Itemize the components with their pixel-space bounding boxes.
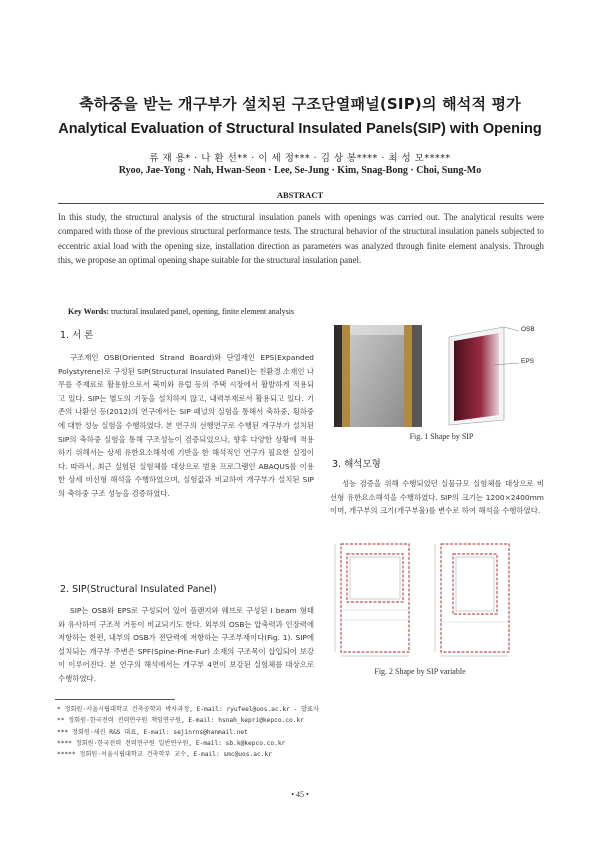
- abstract-text: In this study, the structural analysis of the structural insulation panels with openings was carried out. The analytical results were compared with those of the previous structural performance tests. The structural behavior of the structural insulation panels subjected to eccentric axial load with the opening size, installation direction as parameters was analyzed through finite element analysis. Through this, we propose an optimal opening shape suitable for the structural insulation panel.: [58, 212, 544, 265]
- section-1-title: 1. 서 론: [60, 330, 94, 341]
- footnote-3: *** 정회원·세진 R&S 대표, E-mail: sejinrns@hanmail.net: [57, 728, 248, 736]
- footnote-2: ** 정회원·한국전력 전력연구원 책임연구원, E-mail: hsnah_kepri@kepco.co.kr: [57, 717, 304, 725]
- sip-panel-photo: [334, 325, 549, 427]
- abstract-rule: [58, 203, 544, 204]
- section-3-title: 3. 해석모형: [332, 459, 381, 470]
- footnote-1: * 정회원·서울시립대학교 건축공학과 박사과정, E-mail: ryufeel@uos.ac.kr - 발표자: [57, 706, 319, 713]
- abstract-heading: ABSTRACT: [276, 190, 324, 200]
- page-number: • 45 •: [291, 790, 309, 799]
- osb-label: OSB: [521, 326, 535, 333]
- keywords-text: tructural insulated panel, opening, finite element analysis: [110, 307, 295, 316]
- authors-english: Ryoo, Jae-Yong · Nah, Hwan-Seon · Lee, Se-Jung · Kim, Snag-Bong · Choi, Sung-Mo: [118, 165, 482, 176]
- section-1-body: 구조재인 OSB(Oriented Strand Board)와 단열재인 EPS(Expanded Polystyrene)로 구성된 SIP(Structural Insulated Panel)는 친환경 소재인 나무를 주재료로 활용함으로서 북미와 유럽 등의 주택 시장에서 활발하게 적용되고 있다. SIP는 별도의 기둥을 설치하지 않고, 내력부재로서 활용되고 있다. 기존의 나환선 등(2012)의 연구에서는 SIP 패널의 실험을 통해서 축하중, 횡하중에 대한 성능 실험을 수행하였다. 본 연구의 선행연구로 수행된 개구부가 설치된 SIP의 축하중 실험을 통해 구조성능이 검증되었으나, 향후 다양한 상황에 적용하기 위해서는 상세 유한요소해석에 기반을 한 해석적인 연구가 필요한 실정이다. 따라서, 최근 실험된 실험체를 대상으로 범용 프로그램인 ABAQUS를 이용한 상세 비선형 해석을 수행하였으며, 실험값과 비교하여 개구부가 설치된 SIP의 축하중 구조 성능을 검증하였다.: [58, 353, 314, 498]
- section-2-body: SIP는 OSB와 EPS로 구성되어 있어 플랜지와 웨브로 구성된 I beam 형태와 유사하여 구조적 거동이 비교되기도 한다. 외부의 OSB는 압축력과 인장력에 저항하는 한편, 내부의 OSB가 전단력에 저항하는 구조부재이다(Fig. 1). SIP에 설치되는 개구부 주변은 SPF(Spine-Pine-Fur) 소재의 구조목이 삽입되어 보강이 이루어진다. 본 연구의 해석에서는 개구부 4면이 보강된 실험체를 대상으로 수행하였다.: [58, 606, 314, 683]
- footnote-5: ***** 정회원·서울시립대학교 건축학부 교수, E-mail: smc@uos.ac.kr: [57, 751, 272, 759]
- title-korean: 축하중을 받는 개구부가 설치된 구조단열패널(SIP)의 해석적 평가: [79, 95, 521, 113]
- figure-1-caption: Fig. 1 Shape by SIP: [409, 432, 474, 441]
- keywords-label: Key Words:: [68, 307, 109, 316]
- footnotes: [57, 704, 319, 760]
- footnote-4: **** 정회원·한국전력 전력연구원 일반연구원, E-mail: sb.k@kepco.co.kr: [57, 739, 286, 747]
- figure-2-caption: Fig. 2 Shape by SIP variable: [374, 667, 466, 676]
- figure-1: [334, 325, 549, 427]
- footnote-rule: [55, 699, 175, 700]
- authors-korean: 류 재 용* · 나 환 선** · 이 세 정*** · 김 상 봉**** · 최 성 모*****: [149, 153, 451, 164]
- eps-label: EPS: [521, 358, 535, 365]
- title-english: Analytical Evaluation of Structural Insulated Panels(SIP) with Opening: [58, 121, 542, 137]
- figure-2: [333, 540, 519, 660]
- section-2-title: 2. SIP(Structural Insulated Panel): [60, 584, 217, 595]
- section-3-body: 성능 검증을 위해 수행되었던 실물규모 실험체를 대상으로 비선형 유한요소해석을 수행하였다. SIP의 크기는 1200×2400mm이며, 개구부의 크기(개구부율)를 변수로 하여 해석을 수행하였다.: [330, 479, 544, 516]
- keywords: [68, 307, 294, 316]
- sip-variable-drawing: [333, 540, 519, 660]
